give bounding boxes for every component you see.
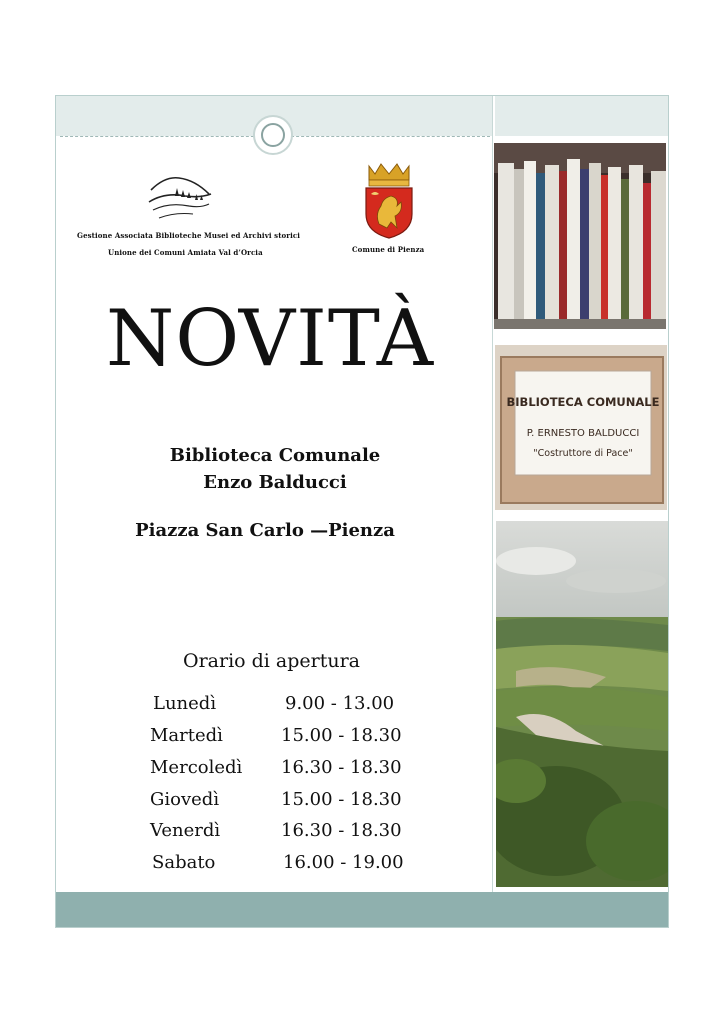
day-tuesday: Martedì xyxy=(150,725,223,746)
bottom-band xyxy=(56,892,668,927)
plaque-line-2: P. ERNESTO BALDUCCI xyxy=(526,428,640,439)
day-wednesday: Mercoledì xyxy=(150,757,243,778)
page-title: NOVITÀ xyxy=(105,294,435,384)
time-tuesday: 15.00 - 18.30 xyxy=(281,725,402,746)
time-wednesday: 16.30 - 18.30 xyxy=(281,757,402,778)
day-thursday: Giovedì xyxy=(150,789,220,810)
hours-title: Orario di apertura xyxy=(183,650,361,672)
hanger-ring-icon xyxy=(253,115,293,155)
org-line-2: Unione dei Comuni Amiata Val d’Orcia xyxy=(108,248,263,257)
library-address: Piazza San Carlo —Pienza xyxy=(135,520,395,541)
library-name-line-1: Biblioteca Comunale xyxy=(169,445,381,466)
library-name-line-2: Enzo Balducci xyxy=(203,472,347,493)
top-band xyxy=(56,96,668,136)
plaque-line-3: "Costruttore di Pace" xyxy=(533,448,633,459)
time-saturday: 16.00 - 19.00 xyxy=(283,852,404,873)
amiata-logo-icon xyxy=(145,172,215,227)
day-monday: Lunedì xyxy=(153,693,217,714)
comune-label: Comune di Pienza xyxy=(352,245,425,254)
time-friday: 16.30 - 18.30 xyxy=(281,820,402,841)
plaque-line-1: BIBLIOTECA COMUNALE xyxy=(506,395,660,409)
landscape-photo xyxy=(496,521,668,887)
time-thursday: 15.00 - 18.30 xyxy=(281,789,402,810)
library-plaque-photo xyxy=(495,345,667,510)
day-saturday: Sabato xyxy=(152,852,216,873)
coat-of-arms-icon xyxy=(361,162,417,240)
day-friday: Venerdì xyxy=(150,820,221,841)
time-monday: 9.00 - 13.00 xyxy=(285,693,395,714)
org-line-1: Gestione Associata Biblioteche Musei ed Archivi storici xyxy=(77,231,300,240)
bookshelf-photo xyxy=(494,143,666,329)
